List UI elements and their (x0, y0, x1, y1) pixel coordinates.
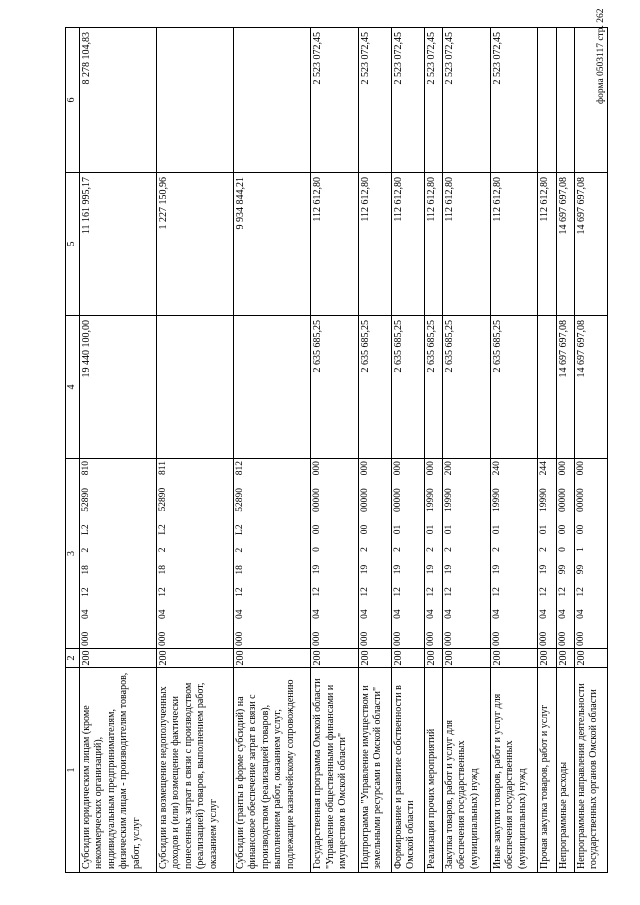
table-row (442, 28, 490, 873)
code-part: 2 (443, 547, 454, 552)
row-unexecuted-amount: 2 523 072,45 (391, 28, 424, 173)
code-part: L2 (234, 524, 245, 535)
row-line-code: 200 (490, 649, 538, 668)
code-part: 000 (392, 631, 403, 646)
row-executed-amount: 14 697 697,08 (574, 173, 607, 316)
code-part: 52890 (234, 487, 245, 512)
row-unexecuted-amount: 2 523 072,45 (358, 28, 391, 173)
header-col-4: 4 (66, 316, 80, 459)
code-part: 04 (312, 609, 323, 619)
row-line-code: 200 (79, 649, 156, 668)
row-line-code: 200 (538, 649, 556, 668)
table-row (574, 28, 607, 873)
code-part: 2 (234, 547, 245, 553)
code-part: 04 (425, 609, 436, 619)
code-part: 240 (491, 461, 502, 476)
code-part: 00000 (359, 488, 370, 512)
row-line-code: 200 (574, 649, 607, 668)
code-part: 19 (312, 564, 323, 575)
row-budget-code (391, 459, 424, 649)
row-executed-amount: 112 612,80 (538, 173, 556, 316)
table-row (233, 28, 310, 873)
row-approved-amount: 2 635 685,25 (311, 316, 359, 459)
code-part: 000 (425, 461, 436, 476)
row-line-code: 200 (233, 649, 310, 668)
code-part: 00 (359, 524, 370, 535)
code-part: 000 (425, 631, 436, 646)
code-part: 12 (80, 587, 91, 597)
code-part: 19990 (491, 488, 502, 512)
row-unexecuted-amount (556, 28, 574, 173)
header-col-1: 1 (66, 668, 80, 873)
code-part: 000 (575, 631, 586, 646)
code-part: 12 (575, 587, 586, 597)
table-row (556, 28, 574, 873)
code-part: 000 (359, 461, 370, 476)
row-executed-amount: 112 612,80 (442, 173, 490, 316)
row-executed-amount: 1 227 150,96 (156, 173, 233, 316)
header-col-3: 3 (66, 459, 80, 649)
code-part: L2 (157, 524, 168, 535)
code-part: 12 (312, 587, 323, 597)
row-name: Прочая закупка товаров, работ и услуг (538, 668, 556, 873)
code-part: 19990 (425, 488, 436, 512)
code-part: 04 (491, 609, 502, 619)
code-part: 000 (312, 461, 323, 476)
row-approved-amount: 19 440 100,00 (79, 316, 156, 459)
table-row (391, 28, 424, 873)
code-part: 04 (234, 609, 245, 620)
code-part: 2 (425, 547, 436, 552)
code-part: 18 (234, 565, 245, 575)
code-part: 04 (157, 609, 168, 619)
row-unexecuted-amount (574, 28, 607, 173)
code-part: 00 (557, 524, 568, 535)
code-part: 18 (157, 565, 168, 575)
row-unexecuted-amount: 2 523 072,45 (311, 28, 359, 173)
code-part: 00 (312, 524, 323, 535)
row-line-code: 200 (311, 649, 359, 668)
row-executed-amount: 112 612,80 (358, 173, 391, 316)
code-part: 04 (359, 609, 370, 619)
code-part: 19990 (443, 488, 454, 512)
row-approved-amount: 2 635 685,25 (391, 316, 424, 459)
code-part: 04 (392, 609, 403, 619)
row-executed-amount: 11 161 995,17 (79, 173, 156, 316)
header-col-2: 2 (66, 649, 80, 668)
row-name: Непрограммные расходы (556, 668, 574, 873)
code-part: 000 (491, 631, 502, 646)
row-executed-amount: 112 612,80 (391, 173, 424, 316)
row-line-code: 200 (556, 649, 574, 668)
row-approved-amount: 14 697 697,08 (574, 316, 607, 459)
code-part: 000 (443, 631, 454, 646)
row-unexecuted-amount: 2 523 072,45 (490, 28, 538, 173)
code-part: 04 (443, 609, 454, 619)
row-name: Государственная программа Омской области "Управление общественными финансами и имуществом в Омской области" (311, 668, 359, 873)
code-part: 0 (312, 547, 323, 552)
table-row (538, 28, 556, 873)
row-name: Субсидии на возмещение недополученных доходов и (или) возмещение фактически понесенных затрат в связи с производством (реализацией) товаров, выполнением работ, оказанием услуг (156, 668, 233, 873)
code-part: 2 (157, 547, 168, 553)
table-row (424, 28, 442, 873)
row-approved-amount: 14 697 697,08 (556, 316, 574, 459)
code-part: 00000 (557, 488, 568, 512)
code-part: 812 (234, 461, 245, 476)
row-name: Иные закупки товаров, работ и услуг для обеспечения государственных (муниципальных) нужд (490, 668, 538, 873)
row-unexecuted-amount: 8 278 104,83 (79, 28, 156, 173)
code-part: 2 (539, 547, 550, 552)
code-part: 12 (557, 587, 568, 597)
code-part: 2 (80, 547, 91, 553)
code-part: 000 (234, 631, 245, 646)
row-budget-code (79, 459, 156, 649)
table-row (311, 28, 359, 873)
row-budget-code (311, 459, 359, 649)
table-row (156, 28, 233, 873)
code-part: 52890 (80, 487, 91, 512)
code-part: 01 (392, 524, 403, 535)
code-part: 12 (157, 587, 168, 597)
row-name: Реализация прочих мероприятий (424, 668, 442, 873)
code-part: 19 (359, 564, 370, 575)
row-line-code: 200 (442, 649, 490, 668)
table-body (79, 28, 608, 873)
code-part: 19 (425, 564, 436, 575)
code-part: 200 (443, 461, 454, 476)
code-part: 00 (575, 524, 586, 535)
code-part: 00000 (575, 488, 586, 512)
code-part: 19 (392, 564, 403, 575)
row-budget-code (156, 459, 233, 649)
code-part: 000 (359, 631, 370, 646)
row-name: Непрограммные направления деятельности государственных органов Омской области (574, 668, 607, 873)
code-part: 04 (575, 609, 586, 619)
row-approved-amount: 2 635 685,25 (490, 316, 538, 459)
row-executed-amount: 14 697 697,08 (556, 173, 574, 316)
code-part: 12 (425, 587, 436, 597)
row-unexecuted-amount (538, 28, 556, 173)
row-line-code: 200 (424, 649, 442, 668)
code-part: 00000 (392, 488, 403, 512)
row-line-code: 200 (358, 649, 391, 668)
code-part: 000 (392, 461, 403, 476)
row-budget-code (442, 459, 490, 649)
code-part: 01 (539, 524, 550, 535)
code-part: 000 (312, 631, 323, 646)
code-part: 2 (359, 547, 370, 552)
row-budget-code (233, 459, 310, 649)
code-part: 04 (557, 609, 568, 619)
code-part: 0 (557, 547, 568, 552)
code-part: 19 (443, 564, 454, 575)
code-part: 19 (539, 564, 550, 575)
row-approved-amount: 2 635 685,25 (424, 316, 442, 459)
row-executed-amount: 9 934 844,21 (233, 173, 310, 316)
table-row (490, 28, 538, 873)
code-part: 01 (491, 524, 502, 535)
code-part: 2 (491, 547, 502, 552)
row-budget-code (574, 459, 607, 649)
code-part: 19990 (539, 488, 550, 512)
row-name: Субсидии (гранты в форме субсидий) на финансовое обеспечение затрат в связи с производством (реализацией товаров), выполнением работ, оказанием услуг, подлежащие казначейскому сопровождению (233, 668, 310, 873)
code-part: 99 (575, 564, 586, 575)
code-part: 18 (80, 565, 91, 575)
row-approved-amount: 2 635 685,25 (358, 316, 391, 459)
row-name: Субсидии юридическим лицам (кроме некоммерческих организаций), индивидуальным предпринимателям, физическим лицам - производителям товаров, работ, услуг (79, 668, 156, 873)
code-part: 000 (539, 631, 550, 646)
code-part: 12 (234, 587, 245, 597)
row-approved-amount: 2 635 685,25 (442, 316, 490, 459)
code-part: 811 (157, 461, 168, 475)
header-row (66, 28, 80, 873)
row-name: Закупка товаров, работ и услуг для обеспечения государственных (муниципальных) нужд (442, 668, 490, 873)
code-part: 244 (539, 461, 550, 476)
code-part: 810 (80, 461, 91, 476)
row-name: Формирование и развитие собственности в Омской области (391, 668, 424, 873)
row-budget-code (538, 459, 556, 649)
code-part: 1 (575, 547, 586, 552)
form-number-note: форма 0503117 стр. 262 (596, 8, 606, 104)
row-line-code: 200 (156, 649, 233, 668)
row-executed-amount: 112 612,80 (490, 173, 538, 316)
row-unexecuted-amount (233, 28, 310, 173)
row-budget-code (556, 459, 574, 649)
row-line-code: 200 (391, 649, 424, 668)
code-part: 12 (491, 587, 502, 597)
header-col-6: 6 (66, 28, 80, 173)
row-unexecuted-amount: 2 523 072,45 (442, 28, 490, 173)
code-part: 000 (557, 461, 568, 476)
row-budget-code (490, 459, 538, 649)
code-part: 000 (557, 631, 568, 646)
code-part: 01 (425, 524, 436, 535)
row-unexecuted-amount (156, 28, 233, 173)
code-part: 19 (491, 564, 502, 575)
header-col-5: 5 (66, 173, 80, 316)
code-part: 12 (359, 587, 370, 597)
code-part: 000 (80, 631, 91, 646)
row-executed-amount: 112 612,80 (311, 173, 359, 316)
row-approved-amount (233, 316, 310, 459)
budget-expenditure-table (65, 27, 608, 873)
table-row (79, 28, 156, 873)
code-part: 000 (575, 461, 586, 476)
code-part: 04 (80, 609, 91, 620)
row-approved-amount (156, 316, 233, 459)
row-executed-amount: 112 612,80 (424, 173, 442, 316)
code-part: 000 (157, 631, 168, 646)
code-part: 01 (443, 524, 454, 535)
row-unexecuted-amount: 2 523 072,45 (424, 28, 442, 173)
code-part: L2 (80, 524, 91, 535)
code-part: 12 (443, 587, 454, 597)
row-name: Подпрограмма "Управление имуществом и земельными ресурсами в Омской области" (358, 668, 391, 873)
row-budget-code (424, 459, 442, 649)
row-budget-code (358, 459, 391, 649)
code-part: 04 (539, 609, 550, 619)
code-part: 12 (392, 587, 403, 597)
code-part: 2 (392, 547, 403, 552)
code-part: 99 (557, 564, 568, 575)
code-part: 12 (539, 587, 550, 597)
code-part: 52890 (157, 487, 168, 512)
rotated-report-page (65, 28, 608, 873)
row-approved-amount (538, 316, 556, 459)
code-part: 00000 (312, 488, 323, 512)
table-row (358, 28, 391, 873)
